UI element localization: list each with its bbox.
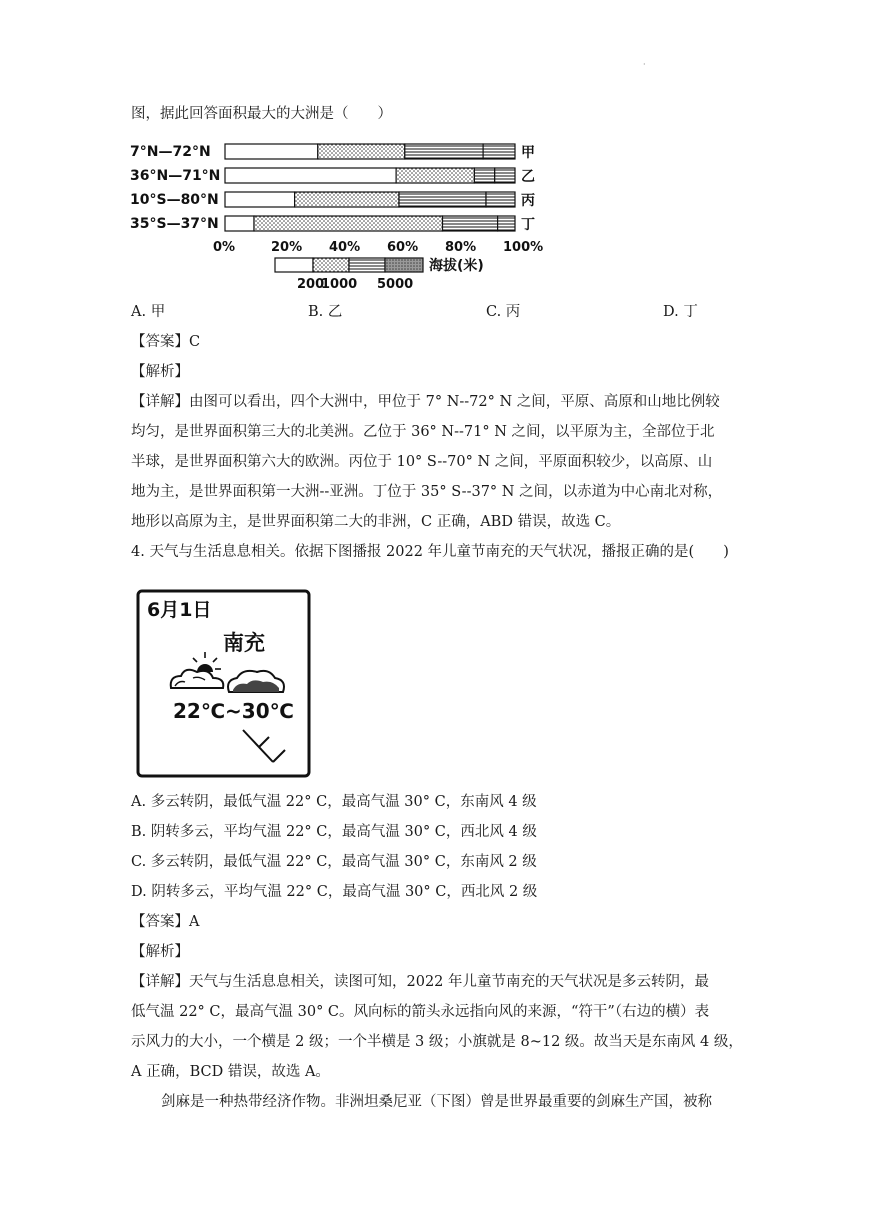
hill-segment [474, 168, 494, 183]
weather-card [135, 588, 313, 780]
q3-option-d[interactable]: D. 丁 [663, 304, 698, 320]
q3-answer: 【答案】C [131, 334, 201, 350]
row-continent-label: 甲 [521, 145, 535, 161]
q4-option-d[interactable]: D. 阴转多云，平均气温 22° C，最高气温 30° C，西北风 2 级 [131, 884, 538, 900]
q4-option-c[interactable]: C. 多云转阴，最低气温 22° C，最高气温 30° C，东南风 2 级 [131, 854, 537, 870]
legend-elevation-label: 1000 [321, 277, 358, 292]
row-continent-label: 丁 [521, 217, 535, 233]
q4-detail-line: 示风力的大小，一个横是 2 级；一个半横是 3 级；小旗就是 8~12 级。故当天是东南风 4 级， [131, 1034, 743, 1050]
plateau-segment [396, 168, 474, 183]
axis-tick-label: 0% [213, 240, 236, 255]
q4-analysis-label: 【解析】 [131, 944, 189, 960]
weather-temperature: 22℃~30℃ [173, 699, 294, 723]
q4-option-a[interactable]: A. 多云转阴，最低气温 22° C，最高气温 30° C，东南风 4 级 [131, 794, 537, 810]
weather-date: 6月1日 [147, 599, 212, 621]
axis-tick-label: 100% [503, 240, 544, 255]
page-mark: · [643, 60, 646, 69]
plain-segment [225, 144, 318, 159]
legend-title: 海拔(米) [429, 258, 484, 274]
q5-intro: 剑麻是一种热带经济作物。非洲坦桑尼亚（下图）曾是世界最重要的剑麻生产国，被称 [161, 1094, 712, 1110]
axis-tick-label: 40% [329, 240, 361, 255]
plain-segment [225, 216, 254, 231]
plateau-segment [295, 192, 399, 207]
q3-option-b[interactable]: B. 乙 [308, 304, 343, 320]
legend-swatch [385, 258, 423, 272]
plain-segment [225, 192, 295, 207]
q3-option-c[interactable]: C. 丙 [486, 304, 521, 320]
row-continent-label: 丙 [521, 193, 535, 209]
plateau-segment [318, 144, 405, 159]
hill-segment [443, 216, 498, 231]
q3-detail-line: 均匀，是世界面积第三大的北美洲。乙位于 36° N--71° N 之间，以平原为主，全部位于北 [131, 424, 715, 440]
hill-segment [399, 192, 486, 207]
weather-city: 南充 [223, 631, 265, 655]
q4-stem: 4. 天气与生活息息相关。依据下图播报 2022 年儿童节南充的天气状况，播报正确的是( ) [131, 544, 729, 560]
hill-segment [405, 144, 483, 159]
q3-analysis-label: 【解析】 [131, 364, 189, 380]
question-intro: 图，据此回答面积最大的大洲是（ ） [131, 106, 392, 122]
q4-detail-line: 【详解】天气与生活息息相关，读图可知，2022 年儿童节南充的天气状况是多云转阴，最 [131, 974, 710, 990]
row-range-label: 36°N—71°N [130, 168, 221, 184]
axis-tick-label: 20% [271, 240, 303, 255]
q3-detail-line: 地形以高原为主，是世界面积第二大的非洲，C 正确，ABD 错误，故选 C。 [131, 514, 621, 530]
plain-segment [225, 168, 396, 183]
row-range-label: 7°N—72°N [130, 144, 211, 160]
q4-detail-line: 低气温 22° C，最高气温 30° C。风向标的箭头永远指向风的来源，“符干”（右边的横）表 [131, 1004, 710, 1020]
relief-chart [125, 130, 560, 295]
q4-detail-line: A 正确，BCD 错误，故选 A。 [131, 1064, 330, 1080]
legend-swatch [275, 258, 313, 272]
q4-answer: 【答案】A [131, 914, 200, 930]
plateau-segment [254, 216, 443, 231]
legend-swatch [349, 258, 385, 272]
axis-tick-label: 80% [445, 240, 477, 255]
row-range-label: 10°S—80°N [130, 192, 219, 208]
axis-tick-label: 60% [387, 240, 419, 255]
row-range-label: 35°S—37°N [130, 216, 219, 232]
legend-swatch [313, 258, 349, 272]
legend-elevation-label: 5000 [377, 277, 414, 292]
q3-option-a[interactable]: A. 甲 [131, 304, 166, 320]
row-continent-label: 乙 [521, 169, 535, 185]
q3-detail-line: 【详解】由图可以看出，四个大洲中，甲位于 7° N--72° N 之间，平原、高原和山地比例较 [131, 394, 720, 410]
legend-elevation-label: 200 [297, 277, 325, 292]
q4-option-b[interactable]: B. 阴转多云，平均气温 22° C，最高气温 30° C，西北风 4 级 [131, 824, 537, 840]
q3-detail-line: 地为主，是世界面积第一大洲--亚洲。丁位于 35° S--37° N 之间，以赤道为中心南北对称， [131, 484, 723, 500]
q3-detail-line: 半球，是世界面积第六大的欧洲。丙位于 10° S--70° N 之间，平原面积较少，以高原、山 [131, 454, 713, 470]
